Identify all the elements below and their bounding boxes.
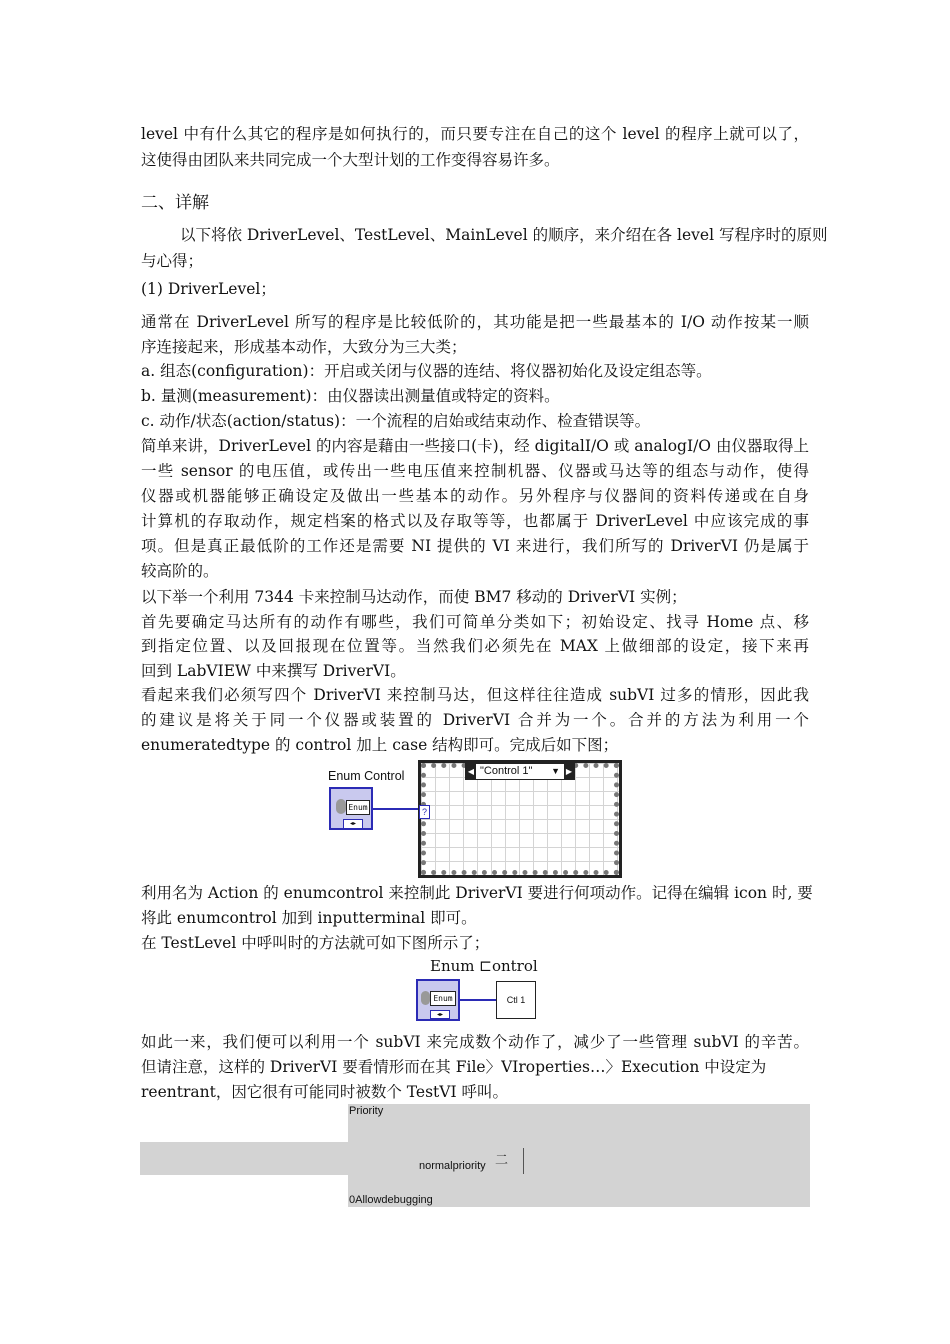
line-19: 首先要确定马达所有的动作有哪些，我们可简单分类如下；初始设定、找寻 Home 点、移	[141, 613, 809, 631]
line-30: reentrant，因它很有可能同时被数个 TestVI 呼叫。	[141, 1083, 508, 1101]
enum-knob-icon	[336, 799, 346, 814]
enum-arrows-icon: ◂▸	[343, 819, 363, 829]
line-14: 仪器或机器能够正确设定及做出一些基本的动作。另外程序与仪器间的资料传递或在自身	[141, 487, 809, 505]
enum-text: Enum	[430, 991, 456, 1006]
line-2: 这使得由团队来共同完成一个大型计划的工作变得容易许多。	[141, 151, 560, 169]
line-7: 通常在 DriverLevel 所写的程序是比较低阶的，其功能是把一些最基本的 I/O 动作按某一顺	[141, 313, 809, 331]
line-27: 在 TestLevel 中呼叫时的方法就可如下图所示了；	[141, 934, 490, 952]
line-29: 但请注意，这样的 DriverVI 要看情形而在其 File〉VIroperties…〉Execution 中设定为	[141, 1058, 767, 1076]
enum-control	[416, 979, 460, 1021]
figure-enum-subvi	[414, 957, 544, 1027]
select-arrow-icon: 二	[495, 1152, 509, 1167]
enum-text: Enum	[346, 800, 370, 815]
dialog-fragment-left	[140, 1142, 348, 1175]
item-b: b. 量测(measurement)：由仪器读出测量值或特定的资料。	[141, 387, 560, 405]
subvi-icon: Ctl 1	[496, 981, 536, 1019]
subheading-driverlevel: (1) DriverLevel；	[141, 280, 276, 298]
wire	[460, 999, 496, 1001]
line-5: 与心得；	[141, 252, 204, 270]
line-18: 以下举一个利用 7344 卡来控制马达动作，而使 BM7 移动的 DriverVI 实例；	[141, 588, 687, 606]
dropdown-arrow-icon: ▼	[551, 766, 560, 776]
line-24: enumeratedtype 的 control 加上 case 结构即可。完成后如下图；	[141, 736, 619, 754]
enum-control	[329, 787, 373, 830]
increment-arrow-icon: ▶	[564, 764, 574, 779]
enum-knob-icon	[421, 991, 430, 1005]
line-28: 如此一来，我们便可以利用一个 subVI 来完成数个动作了，减少了一些管理 subVI 的辛苦。	[141, 1033, 809, 1051]
line-8: 序连接起来，形成基本动作，大致分为三大类；	[141, 338, 467, 356]
item-c: c. 动作/状态(action/status)：一个流程的启始或结束动作、检查错误等。	[141, 412, 651, 430]
enum-control-label: Enum Control	[328, 769, 405, 783]
line-26: 将此 enumcontrol 加到 inputterminal 即可。	[141, 909, 477, 927]
case-structure	[418, 760, 622, 878]
wire	[373, 808, 419, 810]
decrement-arrow-icon: ◀	[466, 764, 476, 779]
section-heading: 二、详解	[141, 193, 209, 213]
line-23: 的建议是将关于同一个仪器或装置的 DriverVI 合并为一个。合并的方法为利用一个	[141, 711, 809, 729]
line-20: 到指定位置、以及回报现在位置等。当然我们必须先在 MAX 上做细部的设定，接下来再	[141, 637, 809, 655]
case-selector-terminal: ?	[419, 805, 430, 819]
figure-enum-case	[326, 760, 626, 880]
case-selector	[465, 763, 575, 780]
priority-label: Priority	[349, 1105, 384, 1117]
allow-debugging-checkbox[interactable]: 0Allowdebugging	[349, 1194, 433, 1206]
line-4: 以下将依 DriverLevel、TestLevel、MainLevel 的顺序，来介绍在各 level 写程序时的原则	[180, 226, 828, 244]
line-1: level 中有什么其它的程序是如何执行的，而只要专注在自己的这个 level 的程序上就可以了，	[141, 125, 809, 143]
enum-arrows-icon: ◂▸	[430, 1010, 450, 1019]
line-12: 简单来讲，DriverLevel 的内容是藉由一些接口(卡)，经 digitalI/O 或 analogI/O 由仪器取得上	[141, 437, 809, 455]
line-16: 项。但是真正最低阶的工作还是需要 NI 提供的 VI 来进行，我们所写的 DriverVI 仍是属于	[141, 537, 809, 555]
line-17: 较高阶的。	[141, 562, 219, 580]
line-15: 计算机的存取动作，规定档案的格式以及存取等等，也都属于 DriverLevel 中应该完成的事	[141, 512, 809, 530]
line-22: 看起来我们必须写四个 DriverVI 来控制马达，但这样往往造成 subVI 过多的情形，因此我	[141, 686, 809, 704]
case-selector-label: "Control 1"	[480, 765, 533, 777]
enum-control-label: Enum ⊏ontrol	[430, 957, 538, 975]
line-13: 一些 sensor 的电压值，或传出一些电压值来控制机器、仪器或马达等的组态与动作，使得	[141, 462, 809, 480]
divider	[523, 1148, 524, 1174]
line-25: 利用名为 Action 的 enumcontrol 来控制此 DriverVI 要进行何项动作。记得在编辑 icon 时, 要	[141, 884, 813, 902]
item-a: a. 组态(configuration)：开启或关闭与仪器的连结、将仪器初始化及设定组态等。	[141, 362, 712, 380]
execution-properties-fragment	[348, 1104, 810, 1207]
line-21: 回到 LabVIEW 中来撰写 DriverVI。	[141, 662, 406, 680]
priority-select[interactable]: normalpriority	[419, 1160, 486, 1172]
